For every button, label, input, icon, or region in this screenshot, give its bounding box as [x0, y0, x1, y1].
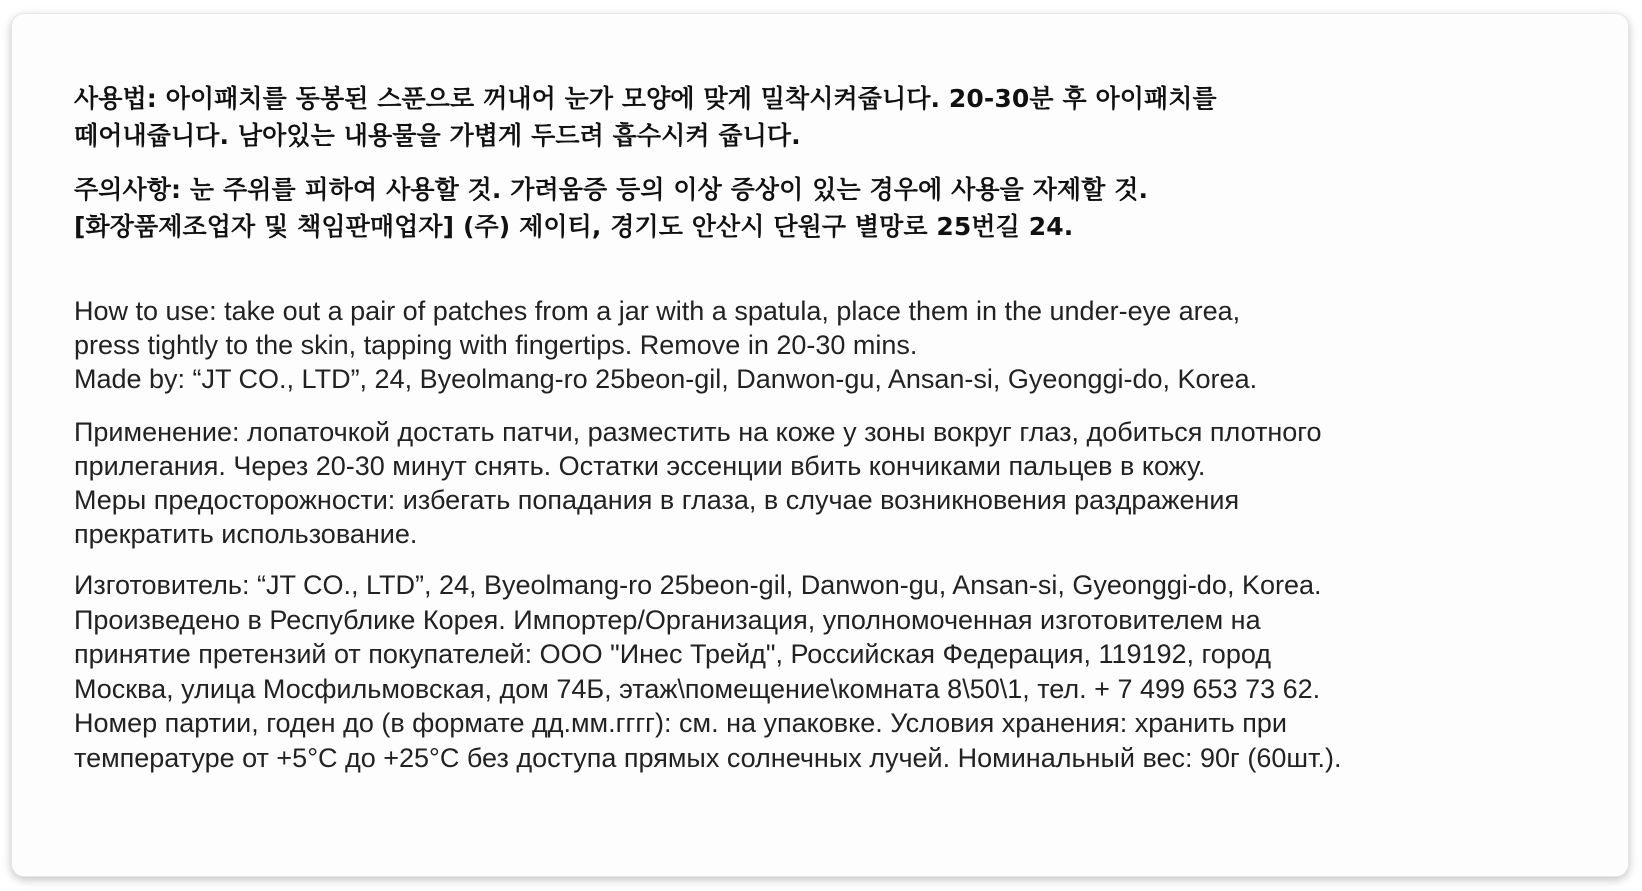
korean-caution-text: 주의사항: 눈 주위를 피하여 사용할 것. 가려움증 등의 이상 증상이 있는 경우에 사용을 자제할 것. [화장품제조업자 및 책임판매업자] (주) 제이티, 경기도 안산시 단원구 별망로 25번길 24.: [74, 175, 1149, 241]
product-label-card: [12, 14, 1628, 876]
english-usage-text: How to use: take out a pair of patches from a jar with a spatula, place them in the under-eye area, press tightly to the skin, tapping with fingertips. Remove in 20-30 mins. Made by: “JT CO., LTD”, 24, Byeolmang-ro 25beon-gil, Danwon-gu, Ansan-si, Gyeonggi-do, Korea.: [74, 296, 1258, 394]
russian-usage-text: Применение: лопаточкой достать патчи, разместить на коже у зоны вокруг глаз, добиться плотного прилегания. Через 20-30 минут снять. Остатки эссенции вбить кончиками пальцев в кожу. Меры предосторожности: избегать попадания в глаза, в случае возникновения раздражения прекратить использование.: [74, 417, 1322, 549]
russian-manufacturer-text: Изготовитель: “JT CO., LTD”, 24, Byeolmang-ro 25beon-gil, Danwon-gu, Ansan-si, Gyeonggi-do, Korea. Произведено в Республике Корея. Импортер/Организация, уполномоченная изготовителем на принятие претензий от покупателей: ООО "Инес Трейд", Российская Федерация, 119192, город Москва, улица Мосфильмовская, дом 74Б, этаж\помещение\комната 8\50\1, тел. + 7 499 653 73 62. Номер партии, годен до (в формате дд.мм.гггг): см. на упаковке. Условия хранения: хранить при температуре от +5°С до +25°С без доступа прямых солнечных лучей. Номинальный вес: 90г (60шт.).: [74, 570, 1342, 773]
korean-usage-text: 사용법: 아이패치를 동봉된 스푼으로 꺼내어 눈가 모양에 맞게 밀착시켜줍니다. 20-30분 후 아이패치를 떼어내줍니다. 남아있는 내용물을 가볍게 두드려 흡수시켜 줍니다.: [74, 84, 1217, 150]
